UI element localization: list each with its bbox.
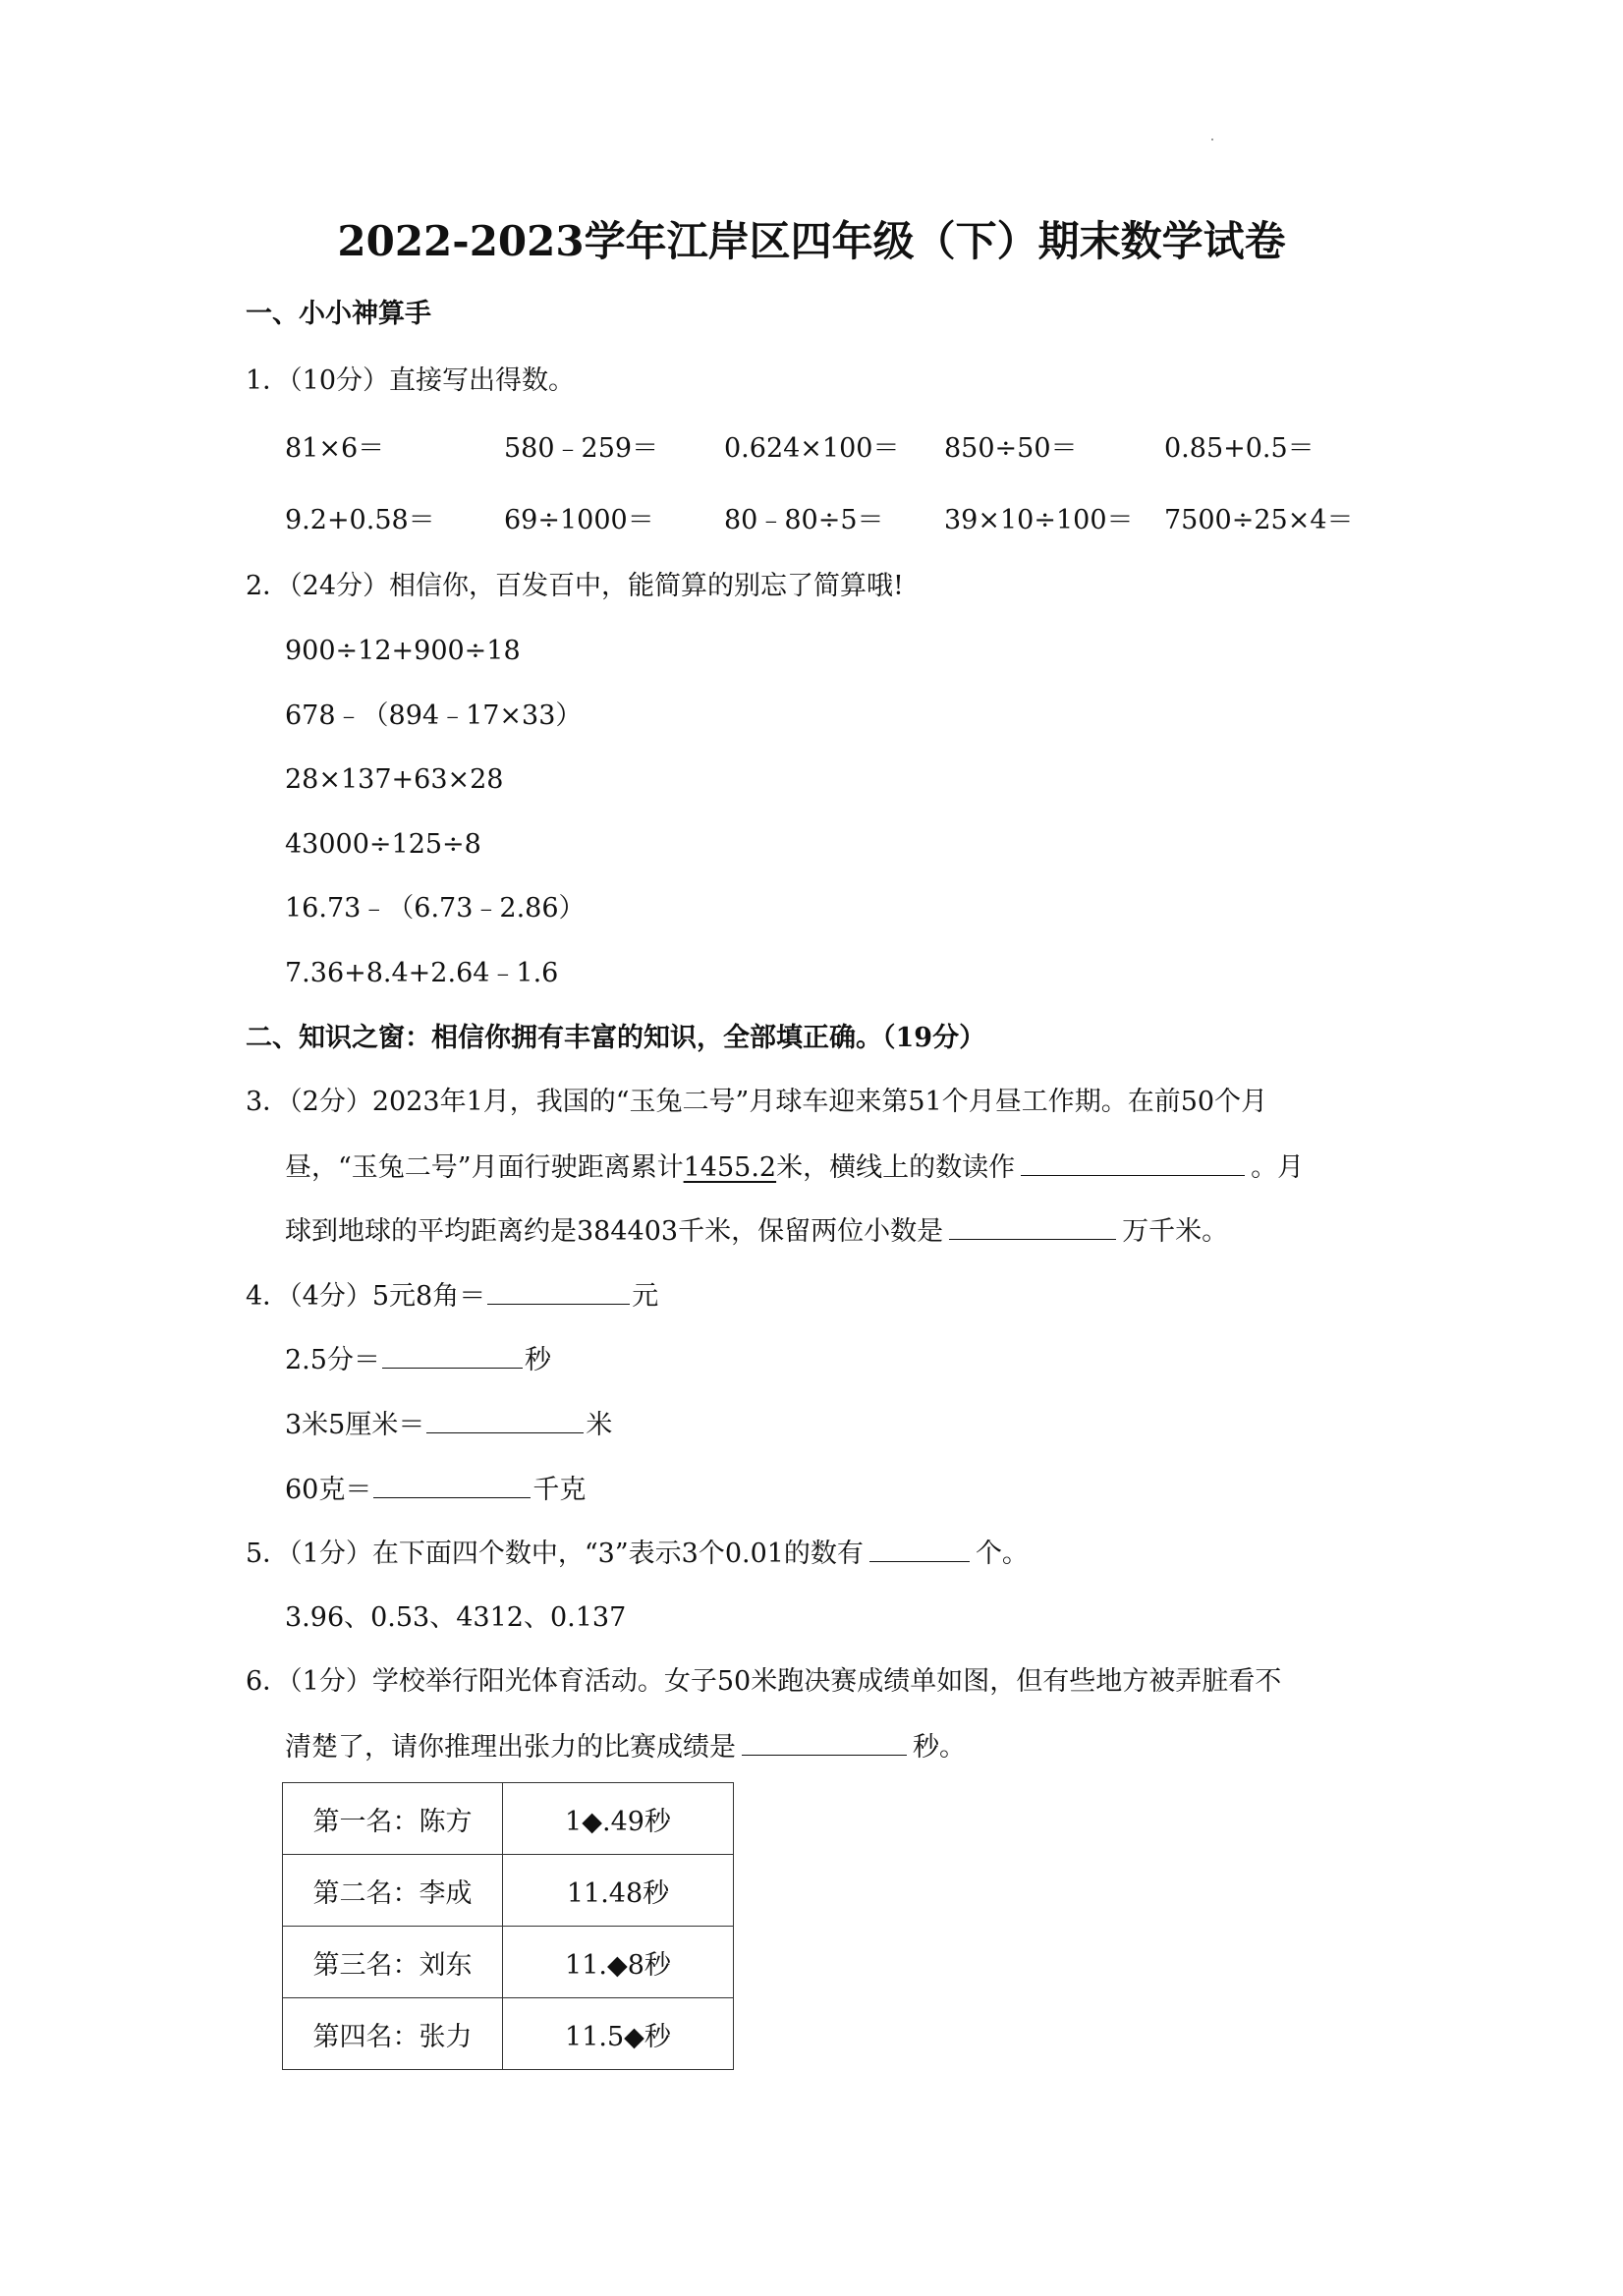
question-4-part-b [285,1340,551,1380]
q2-expression: 7.36+8.4+2.64﹣1.6 [285,958,559,988]
q1-expression: 7500÷25×4＝ [1164,505,1354,535]
q4-text: 4．（4分）5元8角＝ [246,1281,486,1312]
question-6-line-1: 6．（1分）学校举行阳光体育活动。女子50米跑决赛成绩单如图，但有些地方被弄脏看不 [246,1666,1282,1697]
answer-blank[interactable] [426,1405,584,1433]
question-3-line-1: 3．（2分）2023年1月，我国的“玉兔二号”月球车迎来第51个月昼工作期。在前50个月 [246,1087,1268,1117]
q4-unit: 米 [586,1410,613,1440]
time-cell: 11.5◆秒 [503,1998,734,2070]
rank-cell: 第三名：刘东 [283,1927,503,1998]
time-cell: 1◆.49秒 [503,1783,734,1855]
q1-expression: 850÷50＝ [944,433,1078,464]
question-4-part-c [285,1405,612,1445]
time-cell: 11.48秒 [503,1855,734,1927]
answer-blank[interactable] [1021,1148,1245,1176]
table-row [283,1783,734,1855]
q4-unit: 元 [632,1281,659,1312]
q1-expression: 0.85+0.5＝ [1164,433,1315,464]
q2-expression: 28×137+63×28 [285,764,504,795]
q3-text: 万千米。 [1122,1216,1229,1247]
q3-underlined-number: 1455.2 [683,1152,777,1183]
question-4-part-a [246,1276,658,1316]
question-3-line-3 [285,1211,1228,1252]
answer-blank[interactable] [373,1470,531,1498]
q4-text: 60克＝ [285,1475,372,1505]
question-4-part-d [285,1470,586,1510]
rank-cell: 第二名：李成 [283,1855,503,1927]
q4-unit: 千克 [532,1475,587,1505]
section-heading-2: 二、知识之窗：相信你拥有丰富的知识，全部填正确。（19分） [246,1023,986,1053]
q5-text: 个。 [975,1539,1029,1569]
question-5-stem [246,1534,1029,1574]
section-heading-1: 一、小小神算手 [246,299,431,329]
question-1-stem: 1．（10分）直接写出得数。 [246,365,576,396]
q1-expression: 39×10÷100＝ [944,505,1134,535]
answer-blank[interactable] [742,1727,907,1756]
page-title: 2022-2023学年江岸区四年级（下）期末数学试卷 [337,217,1286,265]
q1-expression: 9.2+0.58＝ [285,505,435,535]
q1-expression: 0.624×100＝ [724,433,900,464]
q3-text: 球到地球的平均距离约是384403千米，保留两位小数是 [285,1216,944,1247]
q4-text: 3米5厘米＝ [285,1410,425,1440]
time-cell: 11.◆8秒 [503,1927,734,1998]
question-2-stem: 2．（24分）相信你，百发百中，能简算的别忘了简算哦! [246,571,904,601]
q5-text: 5．（1分）在下面四个数中，“3”表示3个0.01的数有 [246,1539,864,1569]
question-3-line-2 [285,1148,1304,1188]
answer-blank[interactable] [487,1276,630,1305]
q1-expression: 81×6＝ [285,433,385,464]
q1-expression: 69÷1000＝ [504,505,654,535]
q3-text: 昼，“玉兔二号”月面行驶距离累计 [285,1152,684,1183]
answer-blank[interactable] [949,1211,1116,1240]
q4-text: 2.5分＝ [285,1345,380,1375]
table-row [283,1855,734,1927]
answer-blank[interactable] [869,1534,970,1562]
q4-unit: 秒 [524,1345,551,1375]
q6-text: 清楚了，请你推理出张力的比赛成绩是 [285,1732,736,1763]
q3-text: 。月 [1251,1152,1305,1183]
q3-text: 米，横线上的数读作 [776,1152,1016,1183]
answer-blank[interactable] [382,1340,523,1369]
q2-expression: 678﹣（894﹣17×33） [285,700,583,731]
q2-expression: 43000÷125÷8 [285,829,481,860]
q1-expression: 580﹣259＝ [504,433,659,464]
q2-expression: 16.73﹣（6.73﹣2.86） [285,893,586,924]
q2-expression: 900÷12+900÷18 [285,636,521,666]
q6-text: 秒。 [913,1732,966,1763]
rank-cell: 第四名：张力 [283,1998,503,2070]
rank-cell: 第一名：陈方 [283,1783,503,1855]
table-row [283,1998,734,2070]
question-6-line-2 [285,1727,966,1767]
scan-speck [1211,139,1213,140]
table-row [283,1927,734,1998]
race-results-table [282,1782,734,2070]
q1-expression: 80﹣80÷5＝ [724,505,884,535]
question-5-numbers: 3.96、0.53、4312、0.137 [285,1602,627,1633]
